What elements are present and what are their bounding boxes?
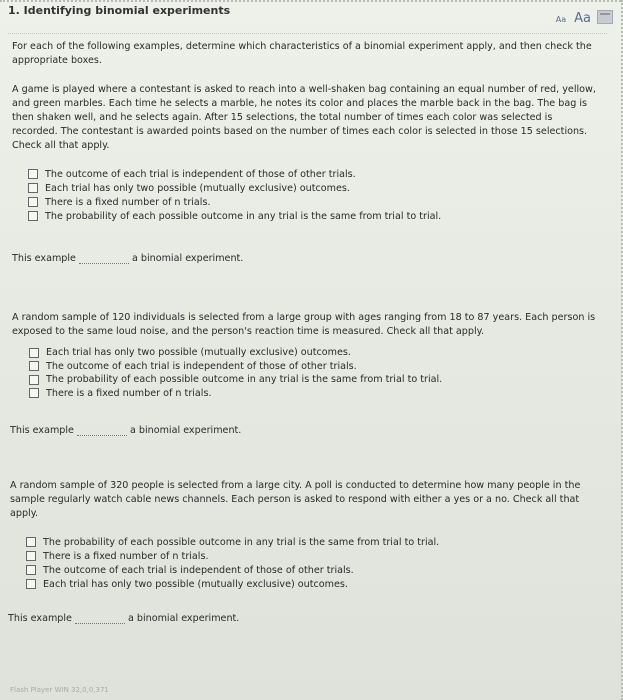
decrease-font-button[interactable]: Aa (555, 15, 567, 24)
option-label: There is a fixed number of n trials. (43, 550, 209, 562)
panel-toggle-icon[interactable] (597, 10, 613, 24)
divider (8, 33, 607, 34)
conclusion-prefix: This example (12, 253, 76, 264)
checkbox[interactable] (28, 169, 38, 179)
example-3-option-2[interactable] (26, 549, 439, 563)
checkbox[interactable] (29, 375, 39, 385)
checkbox[interactable] (28, 211, 38, 221)
checkbox[interactable] (29, 388, 39, 398)
conclusion-answer-dropdown[interactable] (79, 253, 129, 264)
example-3-prompt: A random sample of 320 people is selected from a large city. A poll is conducted to determine how many people in the sample regularly watch cable news channels. Each person is asked to respond with either a yes or a no. Check all that apply. (10, 480, 581, 519)
checkbox[interactable] (26, 565, 36, 575)
checkbox[interactable] (28, 197, 38, 207)
option-label: The outcome of each trial is independent of those of other trials. (46, 360, 357, 372)
option-label: The probability of each possible outcome in any trial is the same from trial to trial. (46, 374, 443, 386)
option-label: The probability of each possible outcome in any trial is the same from trial to trial. (43, 536, 440, 548)
conclusion-prefix: This example (8, 613, 72, 624)
example-1-option-1[interactable] (28, 167, 441, 181)
conclusion-suffix: a binomial experiment. (129, 425, 242, 436)
example-1-option-4[interactable] (28, 209, 441, 223)
option-label: Each trial has only two possible (mutually exclusive) outcomes. (43, 578, 348, 590)
conclusion-prefix: This example (10, 425, 74, 436)
option-label: There is a fixed number of n trials. (46, 387, 212, 399)
example-2-conclusion (10, 425, 241, 436)
example-1-prompt: A game is played where a contestant is asked to reach into a well-shaken bag containing an equal number of red, yellow, and green marbles. Each time he selects a marble, he notes its color and places the marble back in the bag. The bag is then shaken well, and he selects again. After 15 selections, the total number of times each color was selected is recorded. The contestant is awarded points based on the number of times each color is selected in those 15 selections. Check all that apply. (12, 84, 596, 151)
example-2-option-2[interactable] (29, 360, 442, 374)
option-label: The probability of each possible outcome in any trial is the same from trial to trial. (45, 210, 442, 222)
example-1-option-3[interactable] (28, 195, 441, 209)
checkbox[interactable] (29, 361, 39, 371)
example-2-option-1[interactable] (29, 346, 442, 360)
example-3-conclusion (8, 613, 239, 624)
conclusion-suffix: a binomial experiment. (127, 613, 240, 624)
question-title: 1. Identifying binomial experiments (8, 4, 231, 17)
increase-font-button[interactable]: Aa (574, 11, 591, 26)
option-label: The outcome of each trial is independent of those of other trials. (43, 564, 354, 576)
checkbox[interactable] (29, 348, 39, 358)
option-label: There is a fixed number of n trials. (45, 196, 211, 208)
example-1-conclusion (12, 253, 243, 264)
checkbox[interactable] (28, 183, 38, 193)
checkbox[interactable] (26, 551, 36, 561)
example-2-prompt: A random sample of 120 individuals is selected from a large group with ages ranging from 18 to 87 years. Each person is exposed to the same loud noise, and the person's reaction time is measured. Check all that apply. (12, 312, 596, 337)
example-1-option-2[interactable] (28, 181, 441, 195)
conclusion-suffix: a binomial experiment. (131, 253, 244, 264)
example-3-option-1[interactable] (26, 535, 439, 549)
checkbox[interactable] (26, 537, 36, 547)
example-1-options (28, 167, 441, 223)
option-label: Each trial has only two possible (mutually exclusive) outcomes. (46, 347, 351, 359)
font-size-controls (556, 11, 591, 26)
example-2-options (29, 346, 442, 400)
option-label: The outcome of each trial is independent of those of other trials. (45, 168, 356, 180)
flash-player-version: Flash Player WIN 32,0,0,371 (10, 686, 109, 694)
conclusion-answer-dropdown[interactable] (77, 425, 127, 436)
example-3-option-3[interactable] (26, 563, 439, 577)
checkbox[interactable] (26, 579, 36, 589)
example-3-options (26, 535, 439, 591)
instructions-text: For each of the following examples, determine which characteristics of a binomial experiment apply, and then check the appropriate boxes. (12, 41, 592, 66)
option-label: Each trial has only two possible (mutually exclusive) outcomes. (45, 182, 350, 194)
example-2-option-3[interactable] (29, 373, 442, 387)
example-3-option-4[interactable] (26, 577, 439, 591)
example-2-option-4[interactable] (29, 387, 442, 401)
conclusion-answer-dropdown[interactable] (75, 613, 125, 624)
